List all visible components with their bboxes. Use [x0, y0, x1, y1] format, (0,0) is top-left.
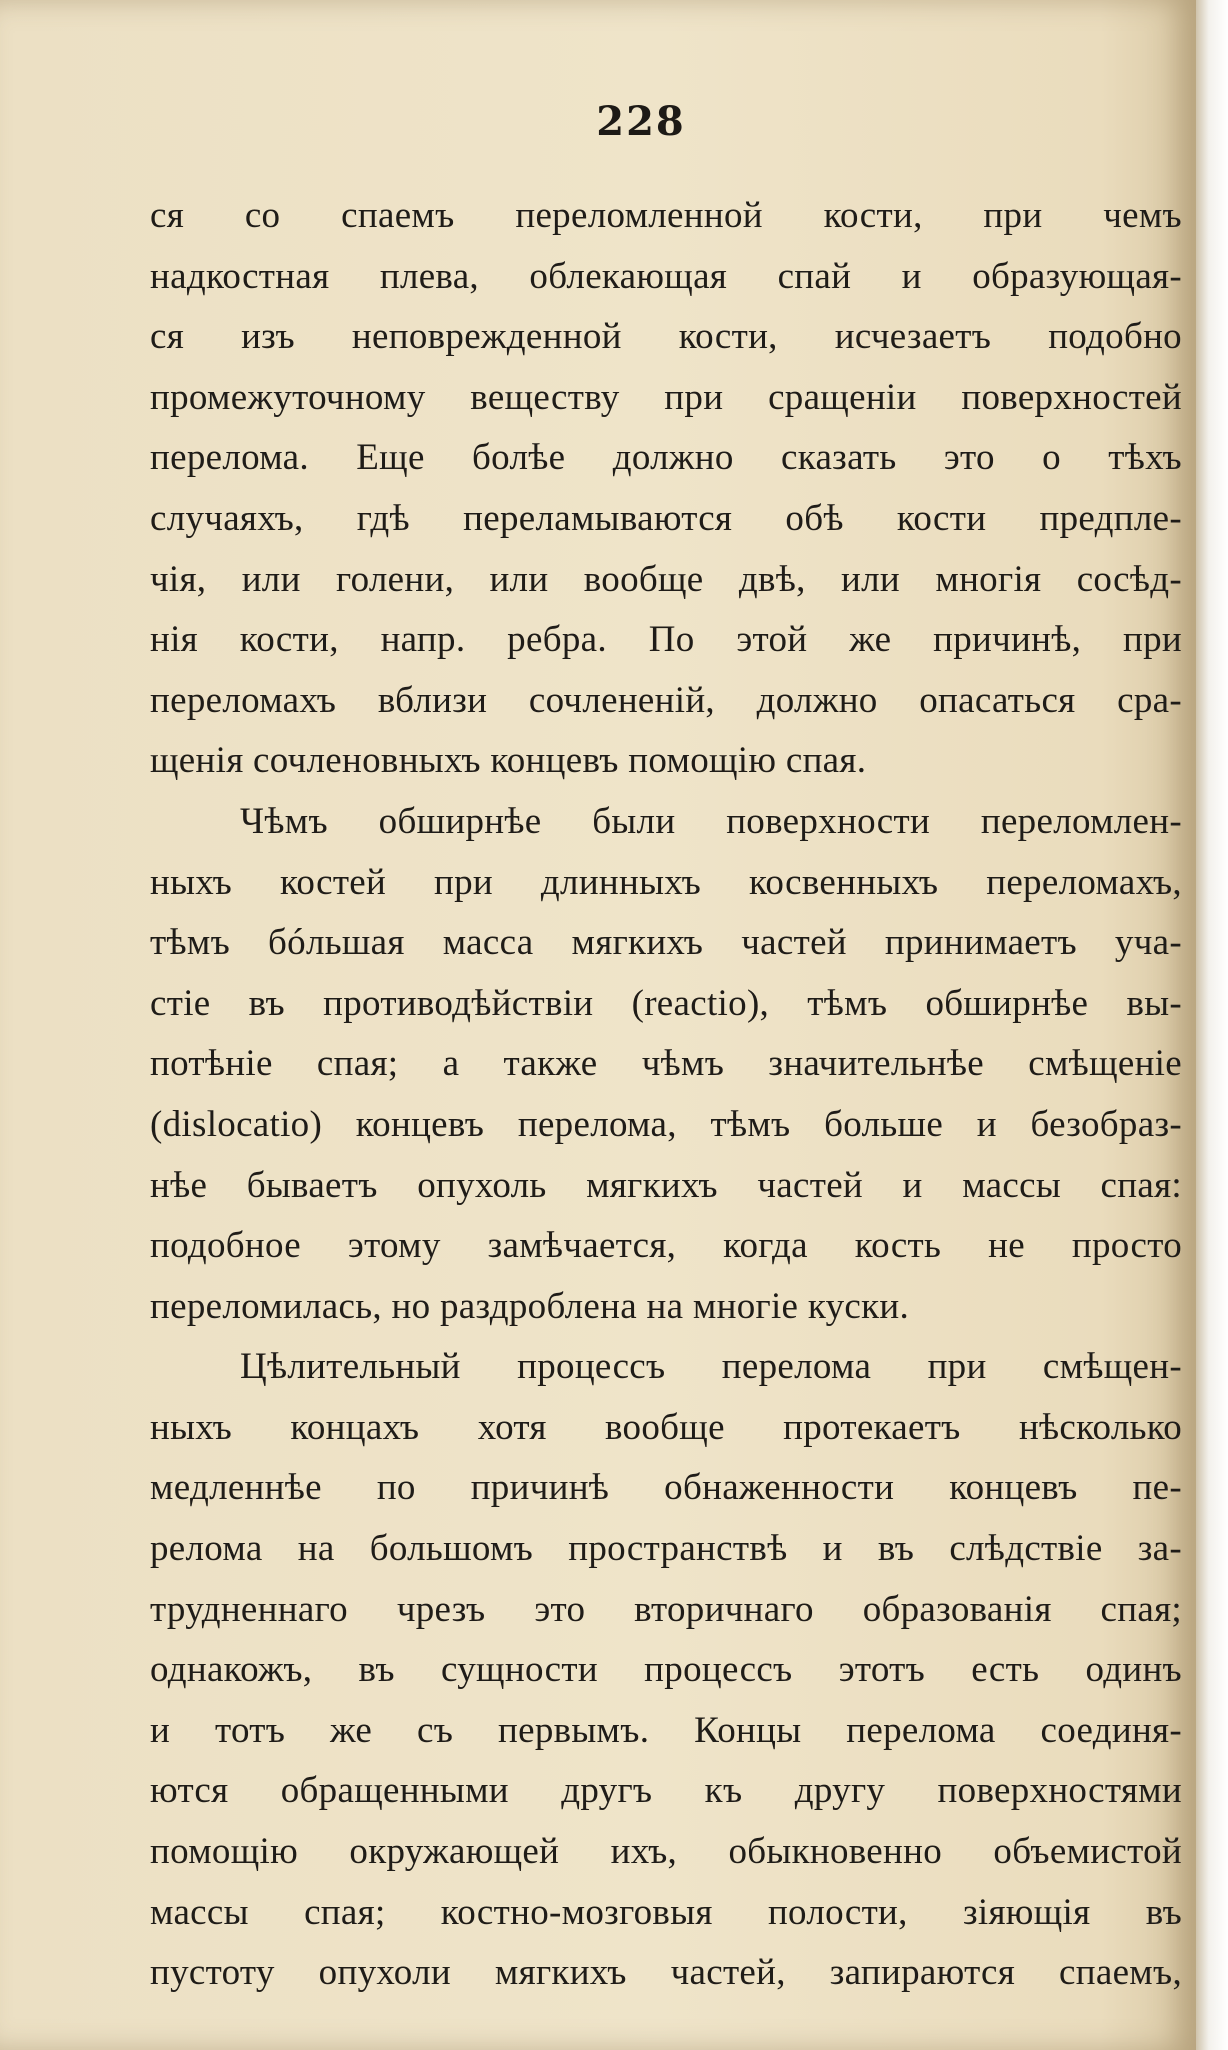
text-line: ются обращенными другъ къ другу поверхностями [150, 1770, 1182, 1812]
text-line: (dislocatio) концевъ перелома, тѣмъ больше и безобраз- [150, 1103, 1182, 1145]
text-line: перелома. Еще болѣе должно сказать это о тѣхъ [150, 437, 1182, 479]
text-line: нiя кости, напр. ребра. По этой же причинѣ, при [150, 619, 1182, 661]
text-line: ныхъ костей при длинныхъ косвенныхъ переломахъ, [150, 861, 1182, 903]
body-text [150, 186, 1182, 2004]
text-line: тѣмъ бóльшая масса мягкихъ частей принимаетъ уча- [150, 922, 1182, 964]
text-line: переломилась, но раздроблена на многiе куски. [150, 1285, 910, 1327]
text-line: стiе въ противодѣйствiи (reactio), тѣмъ обширнѣе вы- [150, 982, 1182, 1024]
text-line: релома на большомъ пространствѣ и въ слѣдствiе за- [150, 1528, 1182, 1570]
paragraph-2 [150, 792, 1182, 1337]
text-line: Чѣмъ обширнѣе были поверхности переломлен- [240, 800, 1182, 842]
text-line: помощiю окружающей ихъ, обыкновенно объемистой [150, 1831, 1182, 1873]
page-number: 228 [596, 98, 686, 145]
text-line: ся изъ неповрежденной кости, исчезаетъ подобно [150, 316, 1182, 358]
paragraph-3 [150, 1337, 1182, 2004]
paragraph-1 [150, 186, 1182, 792]
text-line: трудненнаго чрезъ это вторичнаго образованiя спая; [150, 1588, 1182, 1630]
page-edge [1196, 0, 1228, 2050]
text-line: и тотъ же съ первымъ. Концы перелома соединя- [150, 1709, 1182, 1751]
text-line: однакожъ, въ сущности процессъ этотъ есть одинъ [150, 1649, 1182, 1691]
text-line: надкостная плева, облекающая спай и образующая- [150, 255, 1182, 297]
text-line: Цѣлительный процессъ перелома при смѣщен- [240, 1346, 1182, 1388]
text-line: массы спая; костно-мозговыя полости, зiяющiя въ [150, 1891, 1182, 1933]
text-line: ся со спаемъ переломленной кости, при чемъ [150, 195, 1182, 236]
text-line: нѣе бываетъ опухоль мягкихъ частей и массы спая: [150, 1164, 1182, 1206]
text-line: случаяхъ, гдѣ переламываются обѣ кости предпле- [150, 497, 1182, 539]
text-line: пустоту опухоли мягкихъ частей, запираются спаемъ, [150, 1952, 1182, 1994]
text-line: щенiя сочленовныхъ концевъ помощiю спая. [150, 740, 867, 782]
text-line: подобное этому замѣчается, когда кость не просто [150, 1225, 1182, 1267]
text-line: чiя, или голени, или вообще двѣ, или многiя сосѣд- [150, 558, 1182, 600]
text-line: потѣнiе спая; а также чѣмъ значительнѣе смѣщенiе [150, 1043, 1182, 1085]
text-line: медленнѣе по причинѣ обнаженности концевъ пе- [150, 1467, 1182, 1509]
text-line: промежуточному веществу при сращенiи поверхностей [150, 376, 1182, 418]
text-line: переломахъ вблизи сочлененiй, должно опасаться сра- [150, 679, 1182, 721]
text-line: ныхъ концахъ хотя вообще протекаетъ нѣсколько [150, 1406, 1182, 1448]
